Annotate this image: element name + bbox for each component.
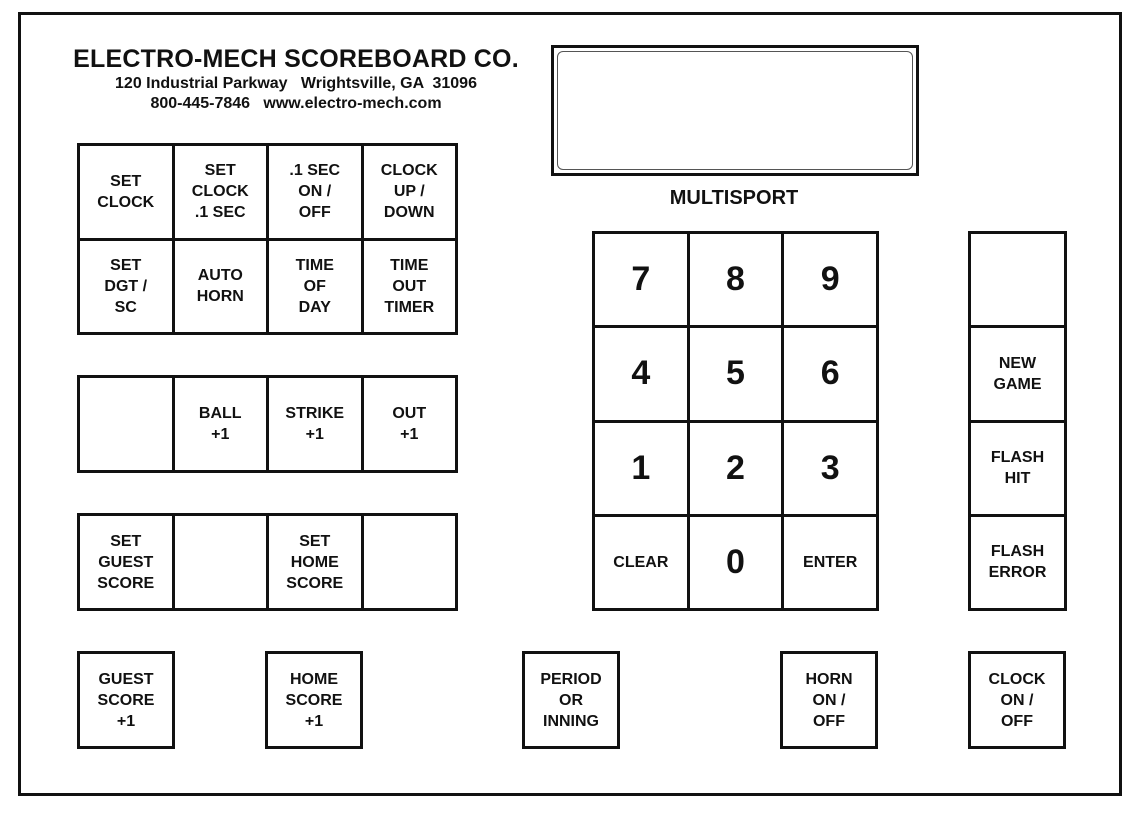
key-4[interactable]: 4 xyxy=(595,328,687,419)
home-score-plus-one-key[interactable]: HOME SCORE +1 xyxy=(268,654,360,746)
guest-score-plus-one-key[interactable]: GUEST SCORE +1 xyxy=(80,654,172,746)
side-keys xyxy=(968,231,1067,611)
tenth-sec-toggle-key[interactable]: .1 SEC ON / OFF xyxy=(269,146,361,238)
company-address: 120 Industrial Parkway Wrightsville, GA 31096 xyxy=(115,75,477,92)
set-clock-key[interactable]: SET CLOCK xyxy=(80,146,172,238)
clock-toggle-key[interactable]: CLOCK ON / OFF xyxy=(971,654,1063,746)
blank-key[interactable] xyxy=(80,378,172,470)
enter-key[interactable]: ENTER xyxy=(784,517,876,608)
blank-key[interactable] xyxy=(175,516,267,608)
key-7[interactable]: 7 xyxy=(595,234,687,325)
key-5[interactable]: 5 xyxy=(690,328,782,419)
ball-plus-one-key[interactable]: BALL +1 xyxy=(175,378,267,470)
blank-key[interactable] xyxy=(364,516,456,608)
key-9[interactable]: 9 xyxy=(784,234,876,325)
mode-label: MULTISPORT xyxy=(669,187,799,209)
strike-plus-one-key[interactable]: STRIKE +1 xyxy=(269,378,361,470)
key-8[interactable]: 8 xyxy=(690,234,782,325)
clock-up-down-key[interactable]: CLOCK UP / DOWN xyxy=(364,146,456,238)
company-contact: 800-445-7846 www.electro-mech.com xyxy=(150,95,442,112)
key-3[interactable]: 3 xyxy=(784,423,876,514)
blank-key[interactable] xyxy=(971,234,1064,325)
horn-toggle-key[interactable]: HORN ON / OFF xyxy=(783,654,875,746)
horn-key-box xyxy=(780,651,878,749)
set-clock-tenth-key[interactable]: SET CLOCK .1 SEC xyxy=(175,146,267,238)
display-window xyxy=(551,45,919,176)
company-name: ELECTRO-MECH SCOREBOARD CO. xyxy=(73,45,519,73)
display-screen xyxy=(557,51,913,170)
key-1[interactable]: 1 xyxy=(595,423,687,514)
set-score-keys xyxy=(77,513,458,611)
guest-score-key-box xyxy=(77,651,175,749)
clock-function-keys xyxy=(77,143,458,335)
time-out-timer-key[interactable]: TIME OUT TIMER xyxy=(364,241,456,333)
home-score-key-box xyxy=(265,651,363,749)
clear-key[interactable]: CLEAR xyxy=(595,517,687,608)
key-0[interactable]: 0 xyxy=(690,517,782,608)
flash-error-key[interactable]: FLASH ERROR xyxy=(971,517,1064,608)
company-header xyxy=(50,44,542,114)
new-game-key[interactable]: NEW GAME xyxy=(971,328,1064,419)
set-guest-score-key[interactable]: SET GUEST SCORE xyxy=(80,516,172,608)
out-plus-one-key[interactable]: OUT +1 xyxy=(364,378,456,470)
count-keys xyxy=(77,375,458,473)
auto-horn-key[interactable]: AUTO HORN xyxy=(175,241,267,333)
period-key-box xyxy=(522,651,620,749)
set-home-score-key[interactable]: SET HOME SCORE xyxy=(269,516,361,608)
flash-hit-key[interactable]: FLASH HIT xyxy=(971,423,1064,514)
key-6[interactable]: 6 xyxy=(784,328,876,419)
numeric-keypad xyxy=(592,231,879,611)
clock-key-box xyxy=(968,651,1066,749)
time-of-day-key[interactable]: TIME OF DAY xyxy=(269,241,361,333)
period-inning-key[interactable]: PERIOD OR INNING xyxy=(525,654,617,746)
set-dgt-sc-key[interactable]: SET DGT / SC xyxy=(80,241,172,333)
key-2[interactable]: 2 xyxy=(690,423,782,514)
